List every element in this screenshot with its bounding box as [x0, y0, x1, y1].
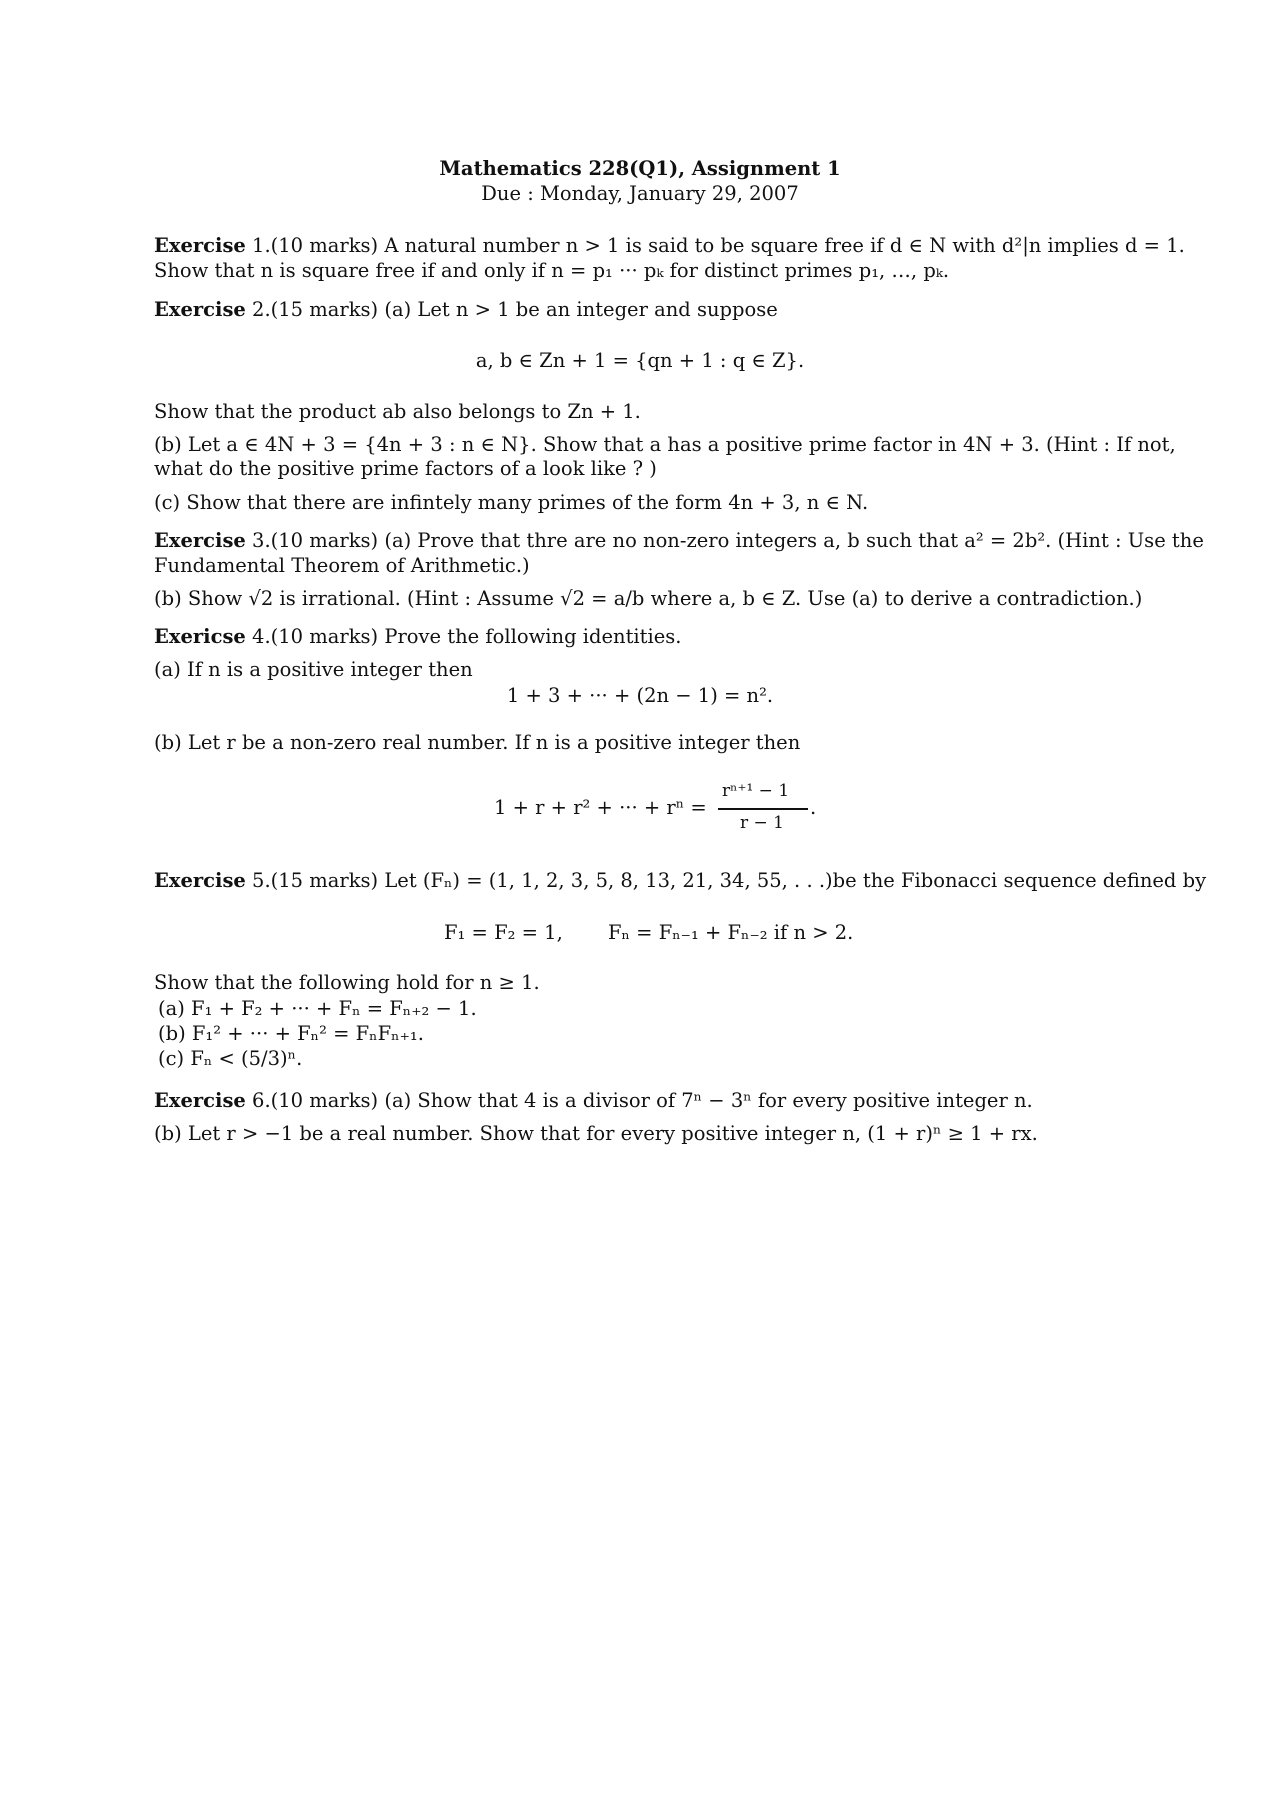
exercise-3-line-1: Exercise 3.(10 marks) (a) Prove that thre are no non-zero integers a, b such that a² = 2b². (Hint : Use the	[154, 529, 1204, 552]
exercise-2-line-2: Show that the product ab also belongs to Zn + 1.	[154, 400, 641, 423]
exercise-2-line-5: (c) Show that there are infintely many primes of the form 4n + 3, n ∈ N.	[154, 491, 869, 514]
exercise-4-display-2-end: .	[810, 796, 817, 819]
exercise-5-item-b: (b) F₁² + ··· + Fₙ² = FₙFₙ₊₁.	[158, 1022, 424, 1045]
exercise-2-line-1: Exercise 2.(15 marks) (a) Let n > 1 be an integer and suppose	[154, 298, 778, 321]
exercise-5-item-a: (a) F₁ + F₂ + ··· + Fₙ = Fₙ₊₂ − 1.	[158, 997, 477, 1020]
exercise-1-line-1: Exercise 1.(10 marks) A natural number n > 1 is said to be square free if d ∈ N with d²|n implies d = 1.	[154, 234, 1185, 257]
document-title: Mathematics 228(Q1), Assignment 1	[439, 157, 841, 180]
exercise-3-line-2: Fundamental Theorem of Arithmetic.)	[154, 554, 530, 577]
exercise-6-line-2: (b) Let r > −1 be a real number. Show that for every positive integer n, (1 + r)ⁿ ≥ 1 + rx.	[154, 1122, 1038, 1145]
exercise-5-display-a: F₁ = F₂ = 1,	[444, 921, 563, 944]
exercise-4-display-2-lhs: 1 + r + r² + ··· + rⁿ =	[494, 796, 707, 819]
exercise-4-line-3: (b) Let r be a non-zero real number. If n is a positive integer then	[154, 731, 801, 754]
exercise-5-line-1: Exercise 5.(15 marks) Let (Fₙ) = (1, 1, 2, 3, 5, 8, 13, 21, 34, 55, . . .)be the Fibonacci sequence defined by	[154, 869, 1207, 892]
exercise-4-line-1: Exericse 4.(10 marks) Prove the following identities.	[154, 625, 682, 648]
exercise-3-line-3: (b) Show √2 is irrational. (Hint : Assume √2 = a/b where a, b ∈ Z. Use (a) to derive a contradiction.)	[154, 587, 1143, 610]
exercise-2-display: a, b ∈ Zn + 1 = {qn + 1 : q ∈ Z}.	[475, 349, 805, 372]
exercise-4-fraction-numerator: rⁿ⁺¹ − 1	[722, 781, 790, 801]
exercise-2-line-3: (b) Let a ∈ 4N + 3 = {4n + 3 : n ∈ N}. Show that a has a positive prime factor in 4N + 3. (Hint : If not,	[154, 433, 1176, 456]
exercise-4-display-1: 1 + 3 + ··· + (2n − 1) = n².	[506, 684, 774, 707]
exercise-1-line-2: Show that n is square free if and only if n = p₁ ··· pₖ for distinct primes p₁, …, pₖ.	[154, 259, 950, 282]
exercise-2-line-4: what do the positive prime factors of a look like ? )	[154, 457, 657, 480]
due-date: Due : Monday, January 29, 2007	[481, 182, 799, 205]
exercise-5-line-2: Show that the following hold for n ≥ 1.	[154, 971, 540, 994]
exercise-5-display-b: Fₙ = Fₙ₋₁ + Fₙ₋₂ if n > 2.	[608, 921, 854, 944]
exercise-5-item-c: (c) Fₙ < (5/3)ⁿ.	[158, 1047, 303, 1070]
exercise-4-line-2: (a) If n is a positive integer then	[154, 658, 473, 681]
exercise-6-line-1: Exercise 6.(10 marks) (a) Show that 4 is a divisor of 7ⁿ − 3ⁿ for every positive integer n.	[154, 1089, 1033, 1112]
exercise-4-fraction-denominator: r − 1	[740, 813, 784, 833]
